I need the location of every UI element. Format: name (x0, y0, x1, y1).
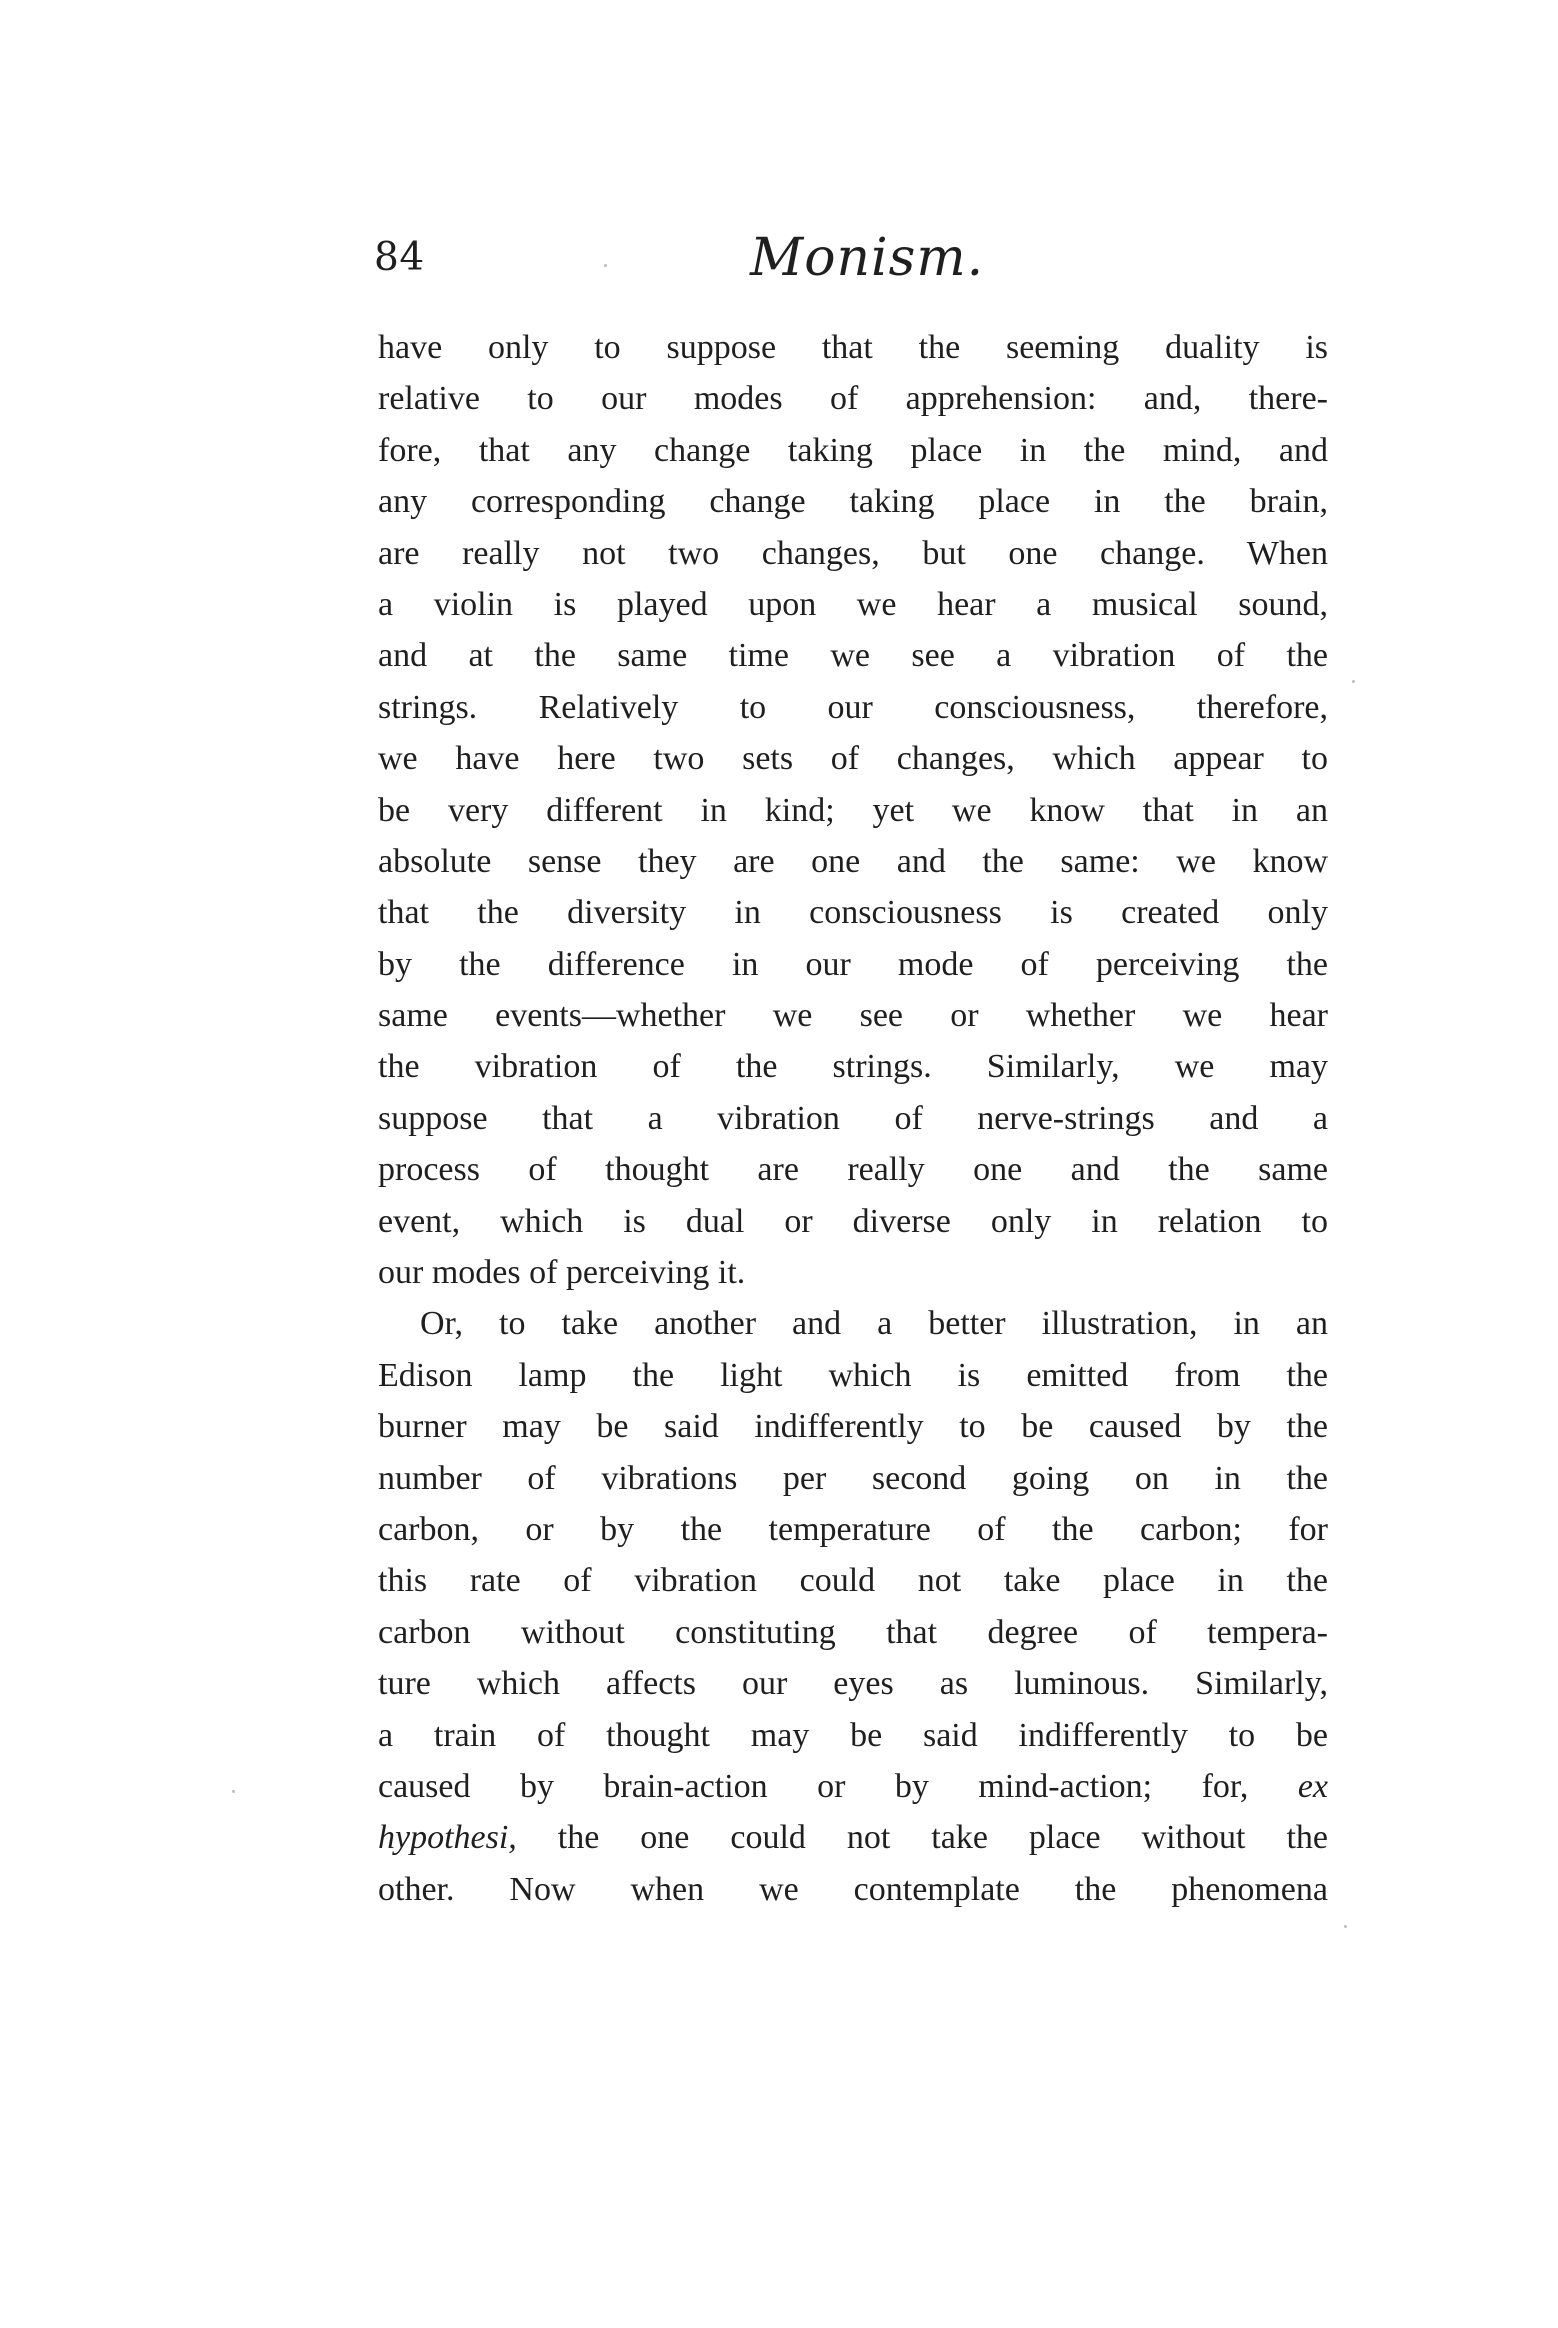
text-line: ture which affects our eyes as luminous. Similarly, (378, 1665, 1328, 1703)
text-line: Edison lamp the light which is emitted from the (378, 1356, 1328, 1394)
text-line: we have here two sets of changes, which appear to (378, 740, 1328, 778)
text-line-with-italic (378, 1761, 1328, 1812)
page-number: 84 (374, 235, 425, 280)
text-line: event, which is dual or diverse only in relation to (378, 1202, 1328, 1240)
text-line: relative to our modes of apprehension: and, there- (378, 380, 1328, 418)
paper-speck (604, 264, 607, 267)
text-line: carbon, or by the temperature of the carbon; for (378, 1510, 1328, 1548)
paper-speck (232, 1790, 235, 1793)
text-line: a violin is played upon we hear a musical sound, (378, 585, 1328, 623)
text-line: absolute sense they are one and the same: we know (378, 842, 1328, 880)
text-line: burner may be said indifferently to be caused by the (378, 1408, 1328, 1446)
running-title: Monism. (750, 228, 985, 288)
text-line: that the diversity in consciousness is created only (378, 894, 1328, 932)
text-line: by the difference in our mode of perceiving the (378, 945, 1328, 983)
text-line: Or, to take another and a better illustration, in an (420, 1305, 1328, 1343)
italic-phrase: ex (1297, 1767, 1329, 1805)
text-line: other. Now when we contemplate the phenomena (378, 1870, 1328, 1908)
text-line: any corresponding change taking place in the brain, (378, 483, 1328, 521)
text-line: same events—whether we see or whether we hear (378, 997, 1328, 1035)
text-line: suppose that a vibration of nerve-strings and a (378, 1099, 1328, 1137)
text-segment: the one could not take place without the (557, 1819, 1329, 1857)
text-line: be very different in kind; yet we know that in an (378, 791, 1328, 829)
text-line: fore, that any change taking place in the mind, and (378, 431, 1328, 469)
text-line: are really not two changes, but one change. When (378, 534, 1328, 572)
text-line: a train of thought may be said indifferently to be (378, 1716, 1328, 1754)
text-line: strings. Relatively to our consciousness, therefore, (378, 688, 1328, 726)
text-line: the vibration of the strings. Similarly, we may (378, 1048, 1328, 1086)
text-line-with-italic (378, 1812, 1328, 1863)
text-line: carbon without constituting that degree of tempera- (378, 1613, 1328, 1651)
text-line: this rate of vibration could not take place in the (378, 1562, 1328, 1600)
paper-speck (1352, 680, 1355, 683)
italic-phrase: hypothesi, (378, 1819, 517, 1857)
text-line: number of vibrations per second going on in the (378, 1459, 1328, 1497)
text-line: process of thought are really one and the same (378, 1151, 1328, 1189)
text-line: have only to suppose that the seeming duality is (378, 329, 1328, 366)
text-line: our modes of perceiving it. (378, 1254, 746, 1292)
body-text (378, 322, 1328, 1915)
text-segment: caused by brain-action or by mind-action; for, (378, 1767, 1249, 1805)
text-line: and at the same time we see a vibration of the (378, 637, 1328, 675)
paper-speck (1344, 1925, 1347, 1928)
